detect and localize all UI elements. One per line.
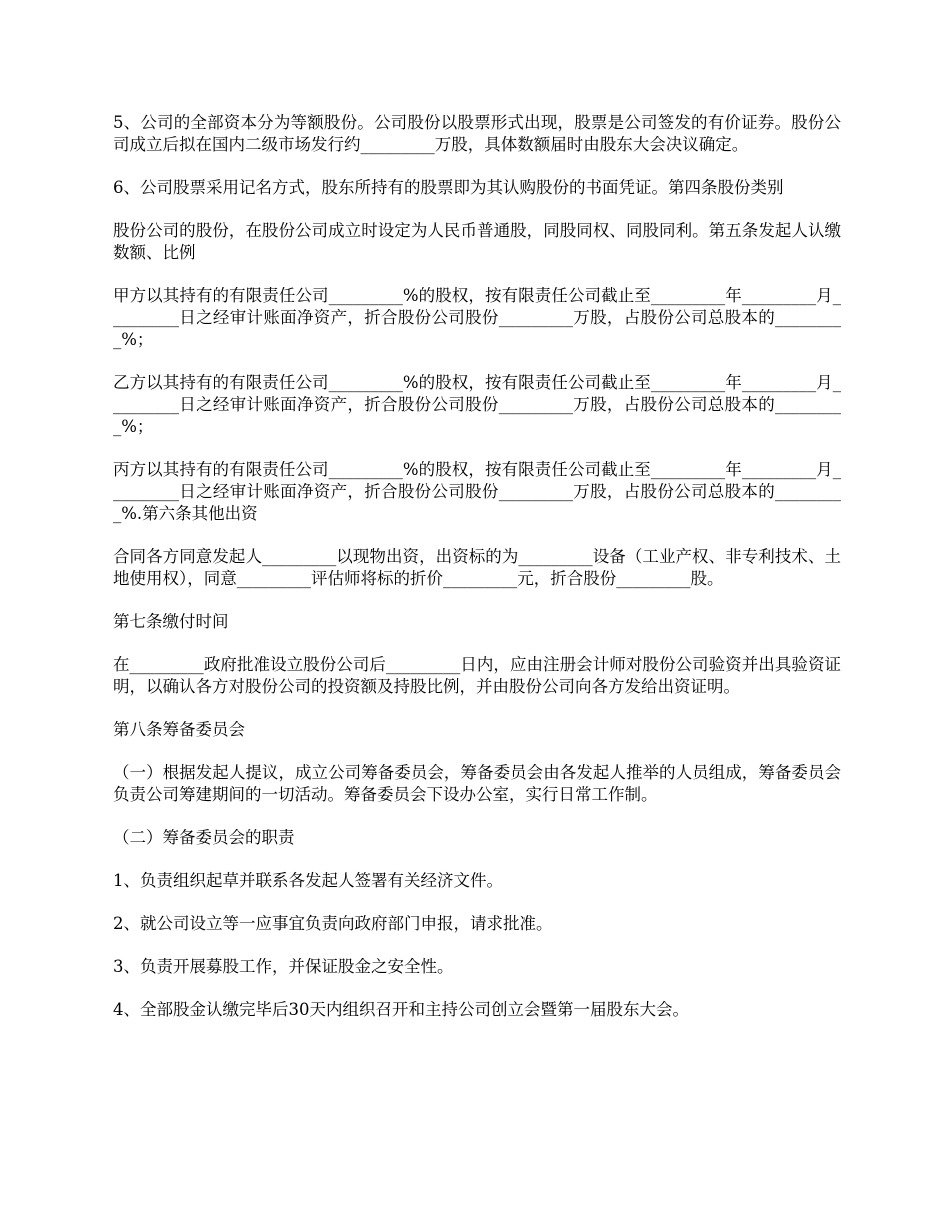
clause-committee-formation: （一）根据发起人提议，成立公司筹备委员会，筹备委员会由各发起人推举的人员组成，筹备委员会负责公司筹建期间的一切活动。筹备委员会下设办公室，实行日常工作制。 bbox=[113, 763, 841, 804]
clause-share-class: 股份公司的股份，在股份公司成立时设定为人民币普通股，同股同权、同股同利。第五条发起人认缴数额、比例 bbox=[113, 221, 841, 262]
section-heading-payment-time: 第七条缴付时间 bbox=[113, 612, 229, 631]
duty-item: 3、负责开展募股工作，并保证股金之安全性。 bbox=[113, 957, 454, 976]
clause-shares-issuance: 5、公司的全部资本分为等额股份。公司股份以股票形式出现，股票是公司签发的有价证券。股份公司成立后拟在国内二级市场发行约_________万股，具体数额届时由股东大会决议确定。 bbox=[113, 113, 841, 154]
duty-item: 4、全部股金认缴完毕后30天内组织召开和主持公司创立会暨第一届股东大会。 bbox=[113, 1000, 689, 1019]
document-body bbox=[113, 112, 841, 1042]
duty-item: 1、负责组织起草并联系各发起人签署有关经济文件。 bbox=[113, 871, 503, 890]
duty-item: 2、就公司设立等一应事宜负责向政府部门申报，请求批准。 bbox=[113, 914, 553, 933]
clause-party-c-contribution: 丙方以其持有的有限责任公司_________%的股权，按有限责任公司截止至_________年_________月_________日之经审计账面净资产，折合股份公司股份_________万股，占股份公司总股本的_________%.第六条其他出资 bbox=[113, 460, 841, 523]
clause-capital-verification: 在_________政府批准设立股份公司后_________日内，应由注册会计师对股份公司验资并出具验资证明，以确认各方对股份公司的投资额及持股比例，并由股份公司向各方发给出资证明。 bbox=[113, 655, 841, 696]
clause-party-a-contribution: 甲方以其持有的有限责任公司_________%的股权，按有限责任公司截止至_________年_________月_________日之经审计账面净资产，折合股份公司股份_________万股，占股份公司总股本的_________%； bbox=[113, 286, 841, 349]
clause-registered-shares: 6、公司股票采用记名方式，股东所持有的股票即为其认购股份的书面凭证。第四条股份类别 bbox=[113, 178, 784, 197]
clause-party-b-contribution: 乙方以其持有的有限责任公司_________%的股权，按有限责任公司截止至_________年_________月_________日之经审计账面净资产，折合股份公司股份_________万股，占股份公司总股本的_________%； bbox=[113, 373, 841, 436]
section-heading-preparatory-committee: 第八条筹备委员会 bbox=[113, 720, 245, 739]
clause-in-kind-contribution: 合同各方同意发起人_________以现物出资，出资标的为_________设备（工业产权、非专利技术、土地使用权），同意_________评估师将标的折价_________元，折合股份_________股。 bbox=[113, 547, 841, 588]
subheading-committee-duties: （二）筹备委员会的职责 bbox=[113, 828, 295, 847]
